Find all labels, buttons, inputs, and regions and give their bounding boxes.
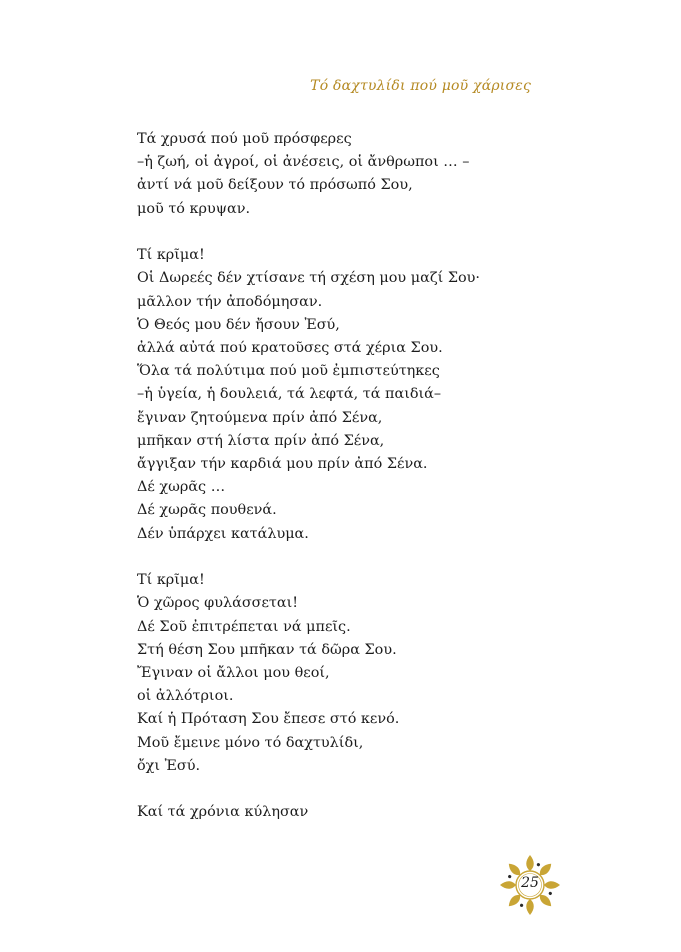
- poem-line: Δέ χωρᾶς πουθενά.: [137, 502, 277, 519]
- stanza: [137, 244, 480, 545]
- poem-line: οἱ ἀλλότριοι.: [137, 688, 234, 705]
- stanza: [137, 569, 480, 778]
- poem: [137, 128, 480, 825]
- poem-line: ἀντί νά μοῦ δείξουν τό πρόσωπό Σου,: [137, 177, 413, 194]
- poem-line: Ἔγιναν οἱ ἄλλοι μου θεοί,: [137, 664, 330, 681]
- poem-line: Τί κρῖμα!: [137, 572, 205, 589]
- poem-line: Οἱ Δωρεές δέν χτίσανε τή σχέση μου μαζί Σου·: [137, 270, 480, 287]
- poem-line: μᾶλλον τήν ἀποδόμησαν.: [137, 293, 323, 310]
- stanza-break: [137, 778, 480, 802]
- poem-line: μοῦ τό κρυψαν.: [137, 200, 251, 217]
- stanza-break: [137, 546, 480, 570]
- stanza: [137, 128, 480, 221]
- poem-line: Ὁ Θεός μου δέν ἤσουν Ἐσύ,: [137, 316, 340, 333]
- poem-line: Καί ἡ Πρόταση Σου ἔπεσε στό κενό.: [137, 711, 400, 728]
- floral-medallion-icon: [497, 852, 563, 918]
- poem-line: Μοῦ ἔμεινε μόνο τό δαχτυλίδι,: [137, 734, 364, 751]
- poem-line: ὄχι Ἐσύ.: [137, 757, 201, 774]
- poem-line: Ὁ χῶρος φυλάσσεται!: [137, 595, 299, 612]
- poem-line: Δέ Σοῦ ἐπιτρέπεται νά μπεῖς.: [137, 618, 351, 635]
- page-number: 25: [521, 875, 539, 891]
- poem-line: Τά χρυσά πού μοῦ πρόσφερες: [137, 131, 352, 147]
- poem-line: ἀλλά αὐτά πού κρατοῦσες στά χέρια Σου.: [137, 340, 443, 356]
- poem-line: Δέν ὑπάρχει κατάλυμα.: [137, 525, 309, 542]
- poem-line: Τί κρῖμα!: [137, 247, 205, 264]
- poem-line: ἔγιναν ζητούμενα πρίν ἀπό Σένα,: [137, 409, 383, 426]
- poem-line: Στή θέση Σου μπῆκαν τά δῶρα Σου.: [137, 641, 397, 658]
- poem-line: Καί τά χρόνια κύλησαν: [137, 804, 309, 821]
- poem-line: Δέ χωρᾶς …: [137, 479, 226, 496]
- poem-line: Ὅλα τά πολύτιμα πού μοῦ ἐμπιστεύτηκες: [137, 363, 440, 380]
- poem-line: –ἡ ζωή, οἱ ἀγροί, οἱ ἀνέσεις, οἱ ἄνθρωποι … –: [137, 154, 470, 171]
- poem-line: –ἡ ὑγεία, ἡ δουλειά, τά λεφτά, τά παιδιά–: [137, 386, 442, 403]
- running-head: Τό δαχτυλίδι πού μοῦ χάρισες: [310, 78, 531, 94]
- poem-line: ἄγγιξαν τήν καρδιά μου πρίν ἀπό Σένα.: [137, 455, 428, 472]
- poem-line: μπῆκαν στή λίστα πρίν ἀπό Σένα,: [137, 432, 385, 449]
- stanza-break: [137, 221, 480, 245]
- stanza: [137, 801, 480, 824]
